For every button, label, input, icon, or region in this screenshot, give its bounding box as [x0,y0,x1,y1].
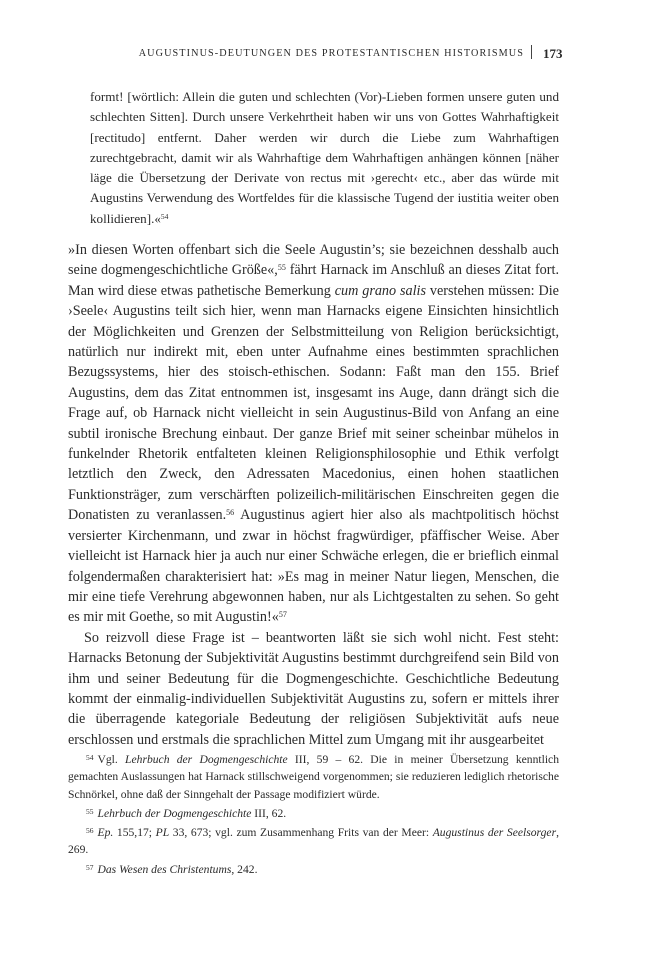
page-number: 173 [543,46,563,61]
block-quote [90,87,559,229]
footnote-ref-55: 55 [277,263,286,273]
paragraph-1-text-d: Augustinus agiert hier also als machtpolitisch höchst versierter Kirchenmann, und zwar in höchst fragwürdiger, pfäffischer Weise. Aber vielleicht ist Harnack hier ja auch nur einer Schwäche erlegen, die er brieflich einmal folgendermaßen charakterisiert hat: »Es mag in meiner Natur liegen, Menschen, die mir eine tiefe Verehrung abgewonnen haben, nur als Lichtgestalten zu sehen. So geht es mir mit Goethe, so mit Augustin!« [68,507,559,626]
header-separator [531,45,532,59]
footnote-54-number: 54 [86,753,94,762]
quote-text: formt! [wörtlich: Allein die guten und schlechten (Vor)-Lieben formen unsere guten und schlechten Sitten]. Durch unsere Verkehrtheit haben wir uns von Gottes Wahrhaftigkeit [rectitudo] entfernt. Daher werden wir durch die Liebe zum Wahrhaftigen zurechtgebracht, damit wir als Wahrhaftige dem Wahrhaftigen anhängen können [näher läge die Übersetzung der Derivate von rectus mit ›gerecht‹ etc., aber das würde mit Augustins Verwendung des Wortfeldes für die klassische Tugend der iustitia weiter oben kollidieren].« [90,89,559,226]
paragraph-2: So reizvoll diese Frage ist – beantworten läßt sie sich wohl nicht. Fest steht: Harnacks Betonung der Subjektivität Augustins bestimmt durchgreifend sein Bild von ihm und seiner Bedeutung für die Dogmengeschichte. Geschichtliche Bedeutung kommt der einmalig-individuellen Subjektivität Augustins zu, sofern er mittels ihrer die überragende kategoriale Bedeutung der religiösen Subjektivität aufs neue erschlossen und erstmals die sprachlichen Mittel zum Umgang mit ihr ausgearbeitet [68,629,559,748]
footnote-ref-57: 57 [278,610,287,620]
footnote-57-text: , 242. [231,862,258,876]
running-header [0,43,650,63]
footnote-ref-54: 54 [160,211,169,221]
paragraph-1-text-b: fährt Harnack im Anschluß an dieses Zitat fort. Man wird diese etwas pathetische Bemerkung [68,262,559,299]
footnote-54-italic: Lehrbuch der Dogmengeschichte [125,753,288,766]
footnote-56-italic-b: PL [155,826,170,840]
paragraph-1 [68,240,559,628]
body-text [68,240,559,750]
footnote-56 [68,822,559,859]
footnotes [68,749,559,878]
footnote-57-number: 57 [86,862,94,872]
footnote-56-italic-a: Ep. [97,826,114,840]
footnote-54-text-b: III, 59 – 62. Die in meiner Übersetzung kenntlich gemachten Auslassungen hat Harnack stillschweigend vorgenommen; sie reduzieren lediglich rhetorische Schnörkel, ohne daß der Sinngehalt der Passage modifiziert würde. [68,753,560,801]
footnote-55-number: 55 [86,806,94,816]
paragraph-1-text-c: verstehen müssen: Die ›Seele‹ Augustins teilt sich hier, wenn man Harnacks eigene Einsichten hinsichtlich der Möglichkeiten und Grenzen der Selbstmitteilung von Religion berücksichtigt, natürlich nur indirekt mit, eben unter Aufnahme eines bestimmten sprachlichen Bezugssystems, hier des stoisch-ethischen. Sodann: Faßt man den 155. Brief Augustins, dem das Zitat entnommen ist, insgesamt ins Auge, dann drängt sich die Frage auf, ob Harnack nicht vielleicht in sein Augustinus-Bild von Anfang an eine subtil ironische Brechung einbaut. Der ganze Brief mit seiner scheinbar mühelos in funkelnder Rhetorik entfalteten kleinen Religionsphilosophie und Ethik verfolgt letztlich den Zweck, den Adressaten Macedonius, einen hohen staatlichen Funktionsträger, zum verschärften polizeilich-militärischen Einschreiten gegen die Donatisten zu veranlassen. [68,282,559,524]
footnote-56-text-b: 33, 673; vgl. zum Zusammenhang Frits van der Meer: [169,826,433,840]
footnote-57 [68,859,559,878]
running-title: AUGUSTINUS-DEUTUNGEN DES PROTESTANTISCHEN HISTORISMUS [138,48,524,59]
footnote-56-number: 56 [86,826,94,836]
footnote-54-text-a: Vgl. [97,753,126,766]
paragraph-1-italic: cum grano salis [334,282,427,299]
footnote-56-text-a: 155,17; [113,826,156,840]
paragraph-1-text-a: »In diesen Worten offenbart sich die Seele Augustin’s; sie bezeichnen desshalb auch seine dogmengeschichtliche Größe«, [68,242,559,279]
footnote-55 [68,803,559,822]
footnote-55-text: III, 62. [251,806,287,820]
footnote-56-italic-c: Augustinus der Seelsorger [432,826,557,840]
footnote-54 [68,749,559,803]
footnote-57-italic: Das Wesen des Christentums [97,862,232,876]
footnote-55-italic: Lehrbuch der Dogmengeschichte [97,806,252,820]
footnote-56-text-c: , 269. [68,826,559,857]
footnote-ref-56: 56 [226,508,235,518]
